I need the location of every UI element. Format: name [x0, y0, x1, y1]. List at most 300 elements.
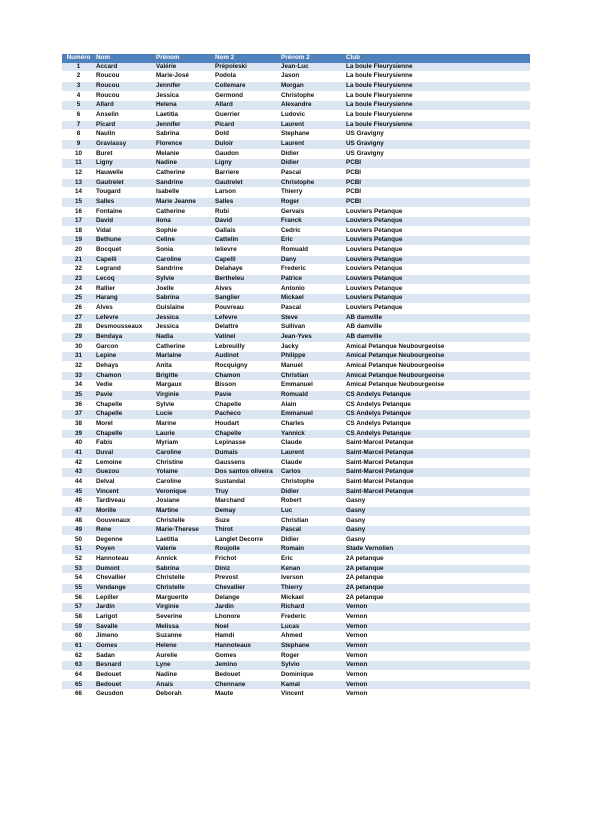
cell-prenom-2: Jean-Luc [280, 63, 345, 72]
cell-numero: 33 [62, 371, 95, 381]
cell-nom-2: Rocquigny [214, 362, 280, 372]
table-row [62, 419, 530, 429]
cell-prenom-2: Romuald [280, 390, 345, 400]
cell-prenom: Melanie [155, 149, 214, 159]
cell-nom: Alves [95, 304, 155, 314]
cell-nom-2: Podola [214, 72, 280, 82]
cell-prenom: Myriam [155, 439, 214, 449]
cell-club: Louviers Petanque [345, 226, 530, 236]
cell-numero: 32 [62, 362, 95, 372]
cell-nom-2: Sanglier [214, 294, 280, 304]
table-row [62, 323, 530, 333]
cell-nom-2: Jemino [214, 661, 280, 671]
cell-prenom: Catherine [155, 168, 214, 178]
cell-prenom: Suzanne [155, 632, 214, 642]
cell-nom: Lepine [95, 352, 155, 362]
cell-prenom-2: Iverson [280, 574, 345, 584]
cell-prenom-2: Didier [280, 149, 345, 159]
table-row [62, 101, 530, 111]
cell-prenom: Helena [155, 101, 214, 111]
cell-nom: Dumont [95, 564, 155, 574]
cell-nom-2: Guerrier [214, 110, 280, 120]
cell-nom: Garcon [95, 342, 155, 352]
cell-prenom: Veronique [155, 487, 214, 497]
cell-nom: Vedie [95, 381, 155, 391]
cell-numero: 21 [62, 255, 95, 265]
cell-numero: 53 [62, 564, 95, 574]
cell-nom-2: Capelli [214, 255, 280, 265]
cell-nom-2: Marchand [214, 497, 280, 507]
table-row [62, 72, 530, 82]
cell-prenom-2: Stephane [280, 130, 345, 140]
table-row [62, 603, 530, 613]
cell-club: Amical Petanque Neubourgeoise [345, 352, 530, 362]
cell-nom-2: Jardin [214, 603, 280, 613]
cell-club: Louviers Petanque [345, 304, 530, 314]
cell-club: CS Andelys Petanque [345, 390, 530, 400]
cell-numero: 59 [62, 622, 95, 632]
cell-prenom-2: Emmanuel [280, 381, 345, 391]
cell-numero: 2 [62, 72, 95, 82]
table-row [62, 265, 530, 275]
cell-numero: 64 [62, 671, 95, 681]
cell-numero: 54 [62, 574, 95, 584]
cell-prenom: Margaux [155, 381, 214, 391]
cell-nom-2: Chapelle [214, 400, 280, 410]
cell-club: PCBI [345, 159, 530, 169]
cell-numero: 34 [62, 381, 95, 391]
cell-prenom: Sandrine [155, 265, 214, 275]
cell-club: AB damville [345, 333, 530, 343]
cell-nom-2: Dold [214, 130, 280, 140]
table-row [62, 130, 530, 140]
cell-prenom-2: Philippe [280, 352, 345, 362]
cell-club: Saint-Marcel Petanque [345, 487, 530, 497]
table-row [62, 236, 530, 246]
cell-numero: 62 [62, 651, 95, 661]
cell-numero: 10 [62, 149, 95, 159]
cell-nom: Chevallier [95, 574, 155, 584]
cell-nom: Rallier [95, 284, 155, 294]
table-row [62, 410, 530, 420]
cell-nom-2: Prevost [214, 574, 280, 584]
cell-club: US Gravigny [345, 130, 530, 140]
cell-nom-2: Langlet Decorre [214, 535, 280, 545]
cell-nom-2: Lebreuilly [214, 342, 280, 352]
table-row [62, 429, 530, 439]
cell-nom-2: Truy [214, 487, 280, 497]
cell-nom: Vidal [95, 226, 155, 236]
cell-prenom: Helene [155, 642, 214, 652]
cell-nom-2: Bertheleu [214, 275, 280, 285]
cell-numero: 6 [62, 110, 95, 120]
cell-club: Saint-Marcel Petanque [345, 468, 530, 478]
cell-club: Saint-Marcel Petanque [345, 439, 530, 449]
cell-club: La boule Fleurysienne [345, 110, 530, 120]
cell-nom-2: Bisson [214, 381, 280, 391]
cell-numero: 30 [62, 342, 95, 352]
cell-nom: Bocquet [95, 246, 155, 256]
cell-club: Amical Petanque Neubourgeoise [345, 381, 530, 391]
cell-numero: 29 [62, 333, 95, 343]
cell-club: Vernon [345, 680, 530, 690]
cell-numero: 13 [62, 178, 95, 188]
cell-club: Vernon [345, 613, 530, 623]
cell-club: Vernon [345, 661, 530, 671]
table-row [62, 642, 530, 652]
table-row [62, 468, 530, 478]
cell-club: Louviers Petanque [345, 255, 530, 265]
cell-prenom: Martine [155, 506, 214, 516]
cell-numero: 1 [62, 63, 95, 72]
header-prenom: Prénom [155, 54, 214, 63]
table-row [62, 584, 530, 594]
cell-nom: Poyen [95, 545, 155, 555]
cell-prenom: Aurelie [155, 651, 214, 661]
cell-numero: 52 [62, 555, 95, 565]
cell-prenom: Laetitia [155, 535, 214, 545]
cell-nom-2: Chevallier [214, 584, 280, 594]
table-row [62, 448, 530, 458]
cell-prenom: Christelle [155, 584, 214, 594]
table-row [62, 680, 530, 690]
cell-club: Louviers Petanque [345, 275, 530, 285]
cell-prenom-2: Pascal [280, 304, 345, 314]
cell-prenom: Marie-José [155, 72, 214, 82]
table-row [62, 661, 530, 671]
cell-prenom: Sophie [155, 226, 214, 236]
cell-nom: Bedouet [95, 680, 155, 690]
cell-prenom: Ilona [155, 217, 214, 227]
table-row [62, 91, 530, 101]
cell-nom-2: Demay [214, 506, 280, 516]
cell-club: PCBI [345, 178, 530, 188]
cell-club: Louviers Petanque [345, 217, 530, 227]
cell-prenom-2: Christian [280, 516, 345, 526]
cell-nom: Delval [95, 477, 155, 487]
table-row [62, 120, 530, 130]
cell-prenom-2: Thierry [280, 584, 345, 594]
cell-nom: Hannoteau [95, 555, 155, 565]
cell-numero: 11 [62, 159, 95, 169]
cell-prenom-2: Antonio [280, 284, 345, 294]
table-row [62, 545, 530, 555]
cell-nom: Jardin [95, 603, 155, 613]
cell-prenom-2: Claude [280, 458, 345, 468]
cell-nom: Ligny [95, 159, 155, 169]
cell-nom-2: Picard [214, 120, 280, 130]
cell-prenom: Marie-Therese [155, 526, 214, 536]
cell-prenom-2: Roger [280, 651, 345, 661]
header-prenom-2: Prénom 2 [280, 54, 345, 63]
cell-prenom: Jennifer [155, 120, 214, 130]
cell-nom: Bendaya [95, 333, 155, 343]
cell-nom-2: Gautrelet [214, 178, 280, 188]
cell-nom-2: Hamdi [214, 632, 280, 642]
cell-club: La boule Fleurysienne [345, 101, 530, 111]
cell-nom-2: Gaussens [214, 458, 280, 468]
cell-club: Gasny [345, 516, 530, 526]
cell-club: Gasny [345, 526, 530, 536]
cell-nom: Duval [95, 448, 155, 458]
cell-nom: Tardiveau [95, 497, 155, 507]
cell-prenom-2: Robert [280, 497, 345, 507]
cell-prenom-2: Ahmed [280, 632, 345, 642]
cell-prenom-2: Didier [280, 535, 345, 545]
cell-numero: 9 [62, 139, 95, 149]
cell-nom: Roucou [95, 72, 155, 82]
cell-prenom: Sabrina [155, 294, 214, 304]
table-row [62, 651, 530, 661]
cell-nom: Lemoine [95, 458, 155, 468]
cell-prenom: Deborah [155, 690, 214, 700]
cell-nom: Legrand [95, 265, 155, 275]
cell-club: Saint-Marcel Petanque [345, 458, 530, 468]
cell-nom-2: Germond [214, 91, 280, 101]
cell-club: PCBI [345, 168, 530, 178]
cell-numero: 38 [62, 419, 95, 429]
cell-prenom-2: Sylvio [280, 661, 345, 671]
cell-prenom: Annick [155, 555, 214, 565]
table-row [62, 139, 530, 149]
cell-numero: 57 [62, 603, 95, 613]
cell-prenom-2: Jason [280, 72, 345, 82]
cell-numero: 60 [62, 632, 95, 642]
cell-prenom-2: Christophe [280, 91, 345, 101]
cell-club: Louviers Petanque [345, 284, 530, 294]
cell-prenom-2: Pascal [280, 168, 345, 178]
cell-nom: Fabis [95, 439, 155, 449]
table-row [62, 304, 530, 314]
cell-nom-2: Delahaye [214, 265, 280, 275]
cell-prenom-2: Vincent [280, 690, 345, 700]
cell-prenom: Marie Jeanne [155, 197, 214, 207]
cell-prenom-2: Yannick [280, 429, 345, 439]
cell-prenom: Lyne [155, 661, 214, 671]
cell-numero: 40 [62, 439, 95, 449]
cell-prenom-2: Romain [280, 545, 345, 555]
cell-nom: Roucou [95, 81, 155, 91]
table-row [62, 593, 530, 603]
cell-prenom: Christelle [155, 574, 214, 584]
cell-numero: 27 [62, 313, 95, 323]
cell-numero: 35 [62, 390, 95, 400]
cell-nom: Graviassy [95, 139, 155, 149]
cell-nom: Larigot [95, 613, 155, 623]
cell-prenom: Marine [155, 419, 214, 429]
table-row [62, 333, 530, 343]
cell-prenom-2: Kenan [280, 564, 345, 574]
table-row [62, 622, 530, 632]
table-row [62, 110, 530, 120]
cell-club: 2A petanque [345, 564, 530, 574]
cell-prenom-2: Christophe [280, 178, 345, 188]
table-row [62, 313, 530, 323]
cell-nom: Gomes [95, 642, 155, 652]
cell-nom: Desmousseaux [95, 323, 155, 333]
cell-numero: 14 [62, 188, 95, 198]
table-row [62, 207, 530, 217]
cell-nom: Chapelle [95, 410, 155, 420]
cell-prenom: Christine [155, 458, 214, 468]
cell-prenom-2: Alexandre [280, 101, 345, 111]
cell-prenom-2: Patrice [280, 275, 345, 285]
table-row [62, 487, 530, 497]
cell-prenom: Florence [155, 139, 214, 149]
table-row [62, 294, 530, 304]
cell-nom-2: Delange [214, 593, 280, 603]
cell-club: Gasny [345, 506, 530, 516]
cell-nom-2: Chennane [214, 680, 280, 690]
cell-prenom-2: Sullivan [280, 323, 345, 333]
cell-nom: Lefevre [95, 313, 155, 323]
cell-nom: Picard [95, 120, 155, 130]
cell-club: CS Andelys Petanque [345, 429, 530, 439]
cell-prenom: Valerie [155, 545, 214, 555]
cell-nom-2: David [214, 217, 280, 227]
cell-nom-2: Larson [214, 188, 280, 198]
cell-prenom-2: Kamal [280, 680, 345, 690]
cell-prenom: Nadia [155, 333, 214, 343]
cell-numero: 61 [62, 642, 95, 652]
cell-nom: Buret [95, 149, 155, 159]
cell-numero: 49 [62, 526, 95, 536]
table-row [62, 516, 530, 526]
cell-prenom-2: Laurent [280, 120, 345, 130]
cell-prenom-2: Pascal [280, 526, 345, 536]
cell-nom: Chamon [95, 371, 155, 381]
cell-prenom-2: Jean-Yves [280, 333, 345, 343]
cell-club: Vernon [345, 603, 530, 613]
cell-prenom: Brigitte [155, 371, 214, 381]
cell-prenom-2: Dany [280, 255, 345, 265]
cell-nom: Lecoq [95, 275, 155, 285]
table-row [62, 564, 530, 574]
cell-nom-2: Collemare [214, 81, 280, 91]
cell-numero: 15 [62, 197, 95, 207]
cell-prenom-2: Gervais [280, 207, 345, 217]
cell-club: CS Andelys Petanque [345, 400, 530, 410]
cell-nom-2: Gomes [214, 651, 280, 661]
cell-prenom-2: Cedric [280, 226, 345, 236]
cell-prenom: Sabrina [155, 564, 214, 574]
cell-numero: 3 [62, 81, 95, 91]
cell-prenom-2: Mickael [280, 593, 345, 603]
table-row [62, 371, 530, 381]
cell-nom-2: Barriere [214, 168, 280, 178]
cell-prenom: Laurie [155, 429, 214, 439]
cell-prenom-2: Claude [280, 439, 345, 449]
cell-nom: Hauwelle [95, 168, 155, 178]
cell-nom: Roucou [95, 91, 155, 101]
cell-numero: 20 [62, 246, 95, 256]
cell-club: PCBI [345, 188, 530, 198]
cell-numero: 8 [62, 130, 95, 140]
table-row [62, 400, 530, 410]
table-row [62, 613, 530, 623]
cell-prenom-2: Laurent [280, 139, 345, 149]
cell-nom-2: Frichot [214, 555, 280, 565]
cell-numero: 28 [62, 323, 95, 333]
cell-nom-2: Diniz [214, 564, 280, 574]
header-numero: Numéro [62, 54, 95, 63]
cell-nom-2: Suze [214, 516, 280, 526]
cell-nom: Vincent [95, 487, 155, 497]
table-row [62, 555, 530, 565]
cell-nom: Degenne [95, 535, 155, 545]
cell-nom: Fontaine [95, 207, 155, 217]
cell-prenom: Marlaine [155, 352, 214, 362]
cell-nom-2: Delattre [214, 323, 280, 333]
cell-prenom: Jessica [155, 91, 214, 101]
cell-nom: Salles [95, 197, 155, 207]
cell-club: La boule Fleurysienne [345, 120, 530, 130]
cell-prenom: Melissa [155, 622, 214, 632]
cell-numero: 17 [62, 217, 95, 227]
cell-numero: 19 [62, 236, 95, 246]
cell-prenom-2: Frederic [280, 613, 345, 623]
cell-nom: Besnard [95, 661, 155, 671]
cell-nom-2: Duloir [214, 139, 280, 149]
cell-nom: Guezou [95, 468, 155, 478]
cell-nom: Jimeno [95, 632, 155, 642]
cell-nom-2: Pouvreau [214, 304, 280, 314]
table-row [62, 390, 530, 400]
players-table [62, 54, 530, 700]
cell-nom: Chapelle [95, 400, 155, 410]
cell-club: Louviers Petanque [345, 294, 530, 304]
cell-prenom: Marguerite [155, 593, 214, 603]
cell-prenom-2: Jacky [280, 342, 345, 352]
cell-prenom-2: Didier [280, 487, 345, 497]
cell-club: Gasny [345, 535, 530, 545]
cell-club: Saint-Marcel Petanque [345, 448, 530, 458]
cell-numero: 18 [62, 226, 95, 236]
cell-prenom-2: Laurent [280, 448, 345, 458]
cell-prenom-2: Alain [280, 400, 345, 410]
cell-numero: 43 [62, 468, 95, 478]
cell-prenom-2: Stephane [280, 642, 345, 652]
cell-club: Vernon [345, 642, 530, 652]
cell-prenom: Virginie [155, 390, 214, 400]
cell-prenom: Virginie [155, 603, 214, 613]
cell-nom-2: lelievre [214, 246, 280, 256]
cell-club: 2A petanque [345, 574, 530, 584]
cell-prenom: Anita [155, 362, 214, 372]
cell-nom-2: Lepinasse [214, 439, 280, 449]
cell-prenom: Sandrine [155, 178, 214, 188]
cell-prenom: Jennifer [155, 81, 214, 91]
cell-prenom: Catherine [155, 207, 214, 217]
cell-prenom: Catherine [155, 342, 214, 352]
table-row [62, 178, 530, 188]
cell-nom: Gautrelet [95, 178, 155, 188]
table-row [62, 255, 530, 265]
cell-club: Vernon [345, 622, 530, 632]
cell-prenom: Lucie [155, 410, 214, 420]
table-row [62, 226, 530, 236]
cell-numero: 46 [62, 497, 95, 507]
cell-prenom-2: Dominique [280, 671, 345, 681]
cell-nom-2: Thirot [214, 526, 280, 536]
cell-prenom-2: Thierry [280, 188, 345, 198]
cell-prenom-2: Didier [280, 159, 345, 169]
cell-prenom-2: Christophe [280, 477, 345, 487]
table-row [62, 526, 530, 536]
cell-nom-2: Dumais [214, 448, 280, 458]
table-row [62, 188, 530, 198]
cell-club: Saint-Marcel Petanque [345, 477, 530, 487]
